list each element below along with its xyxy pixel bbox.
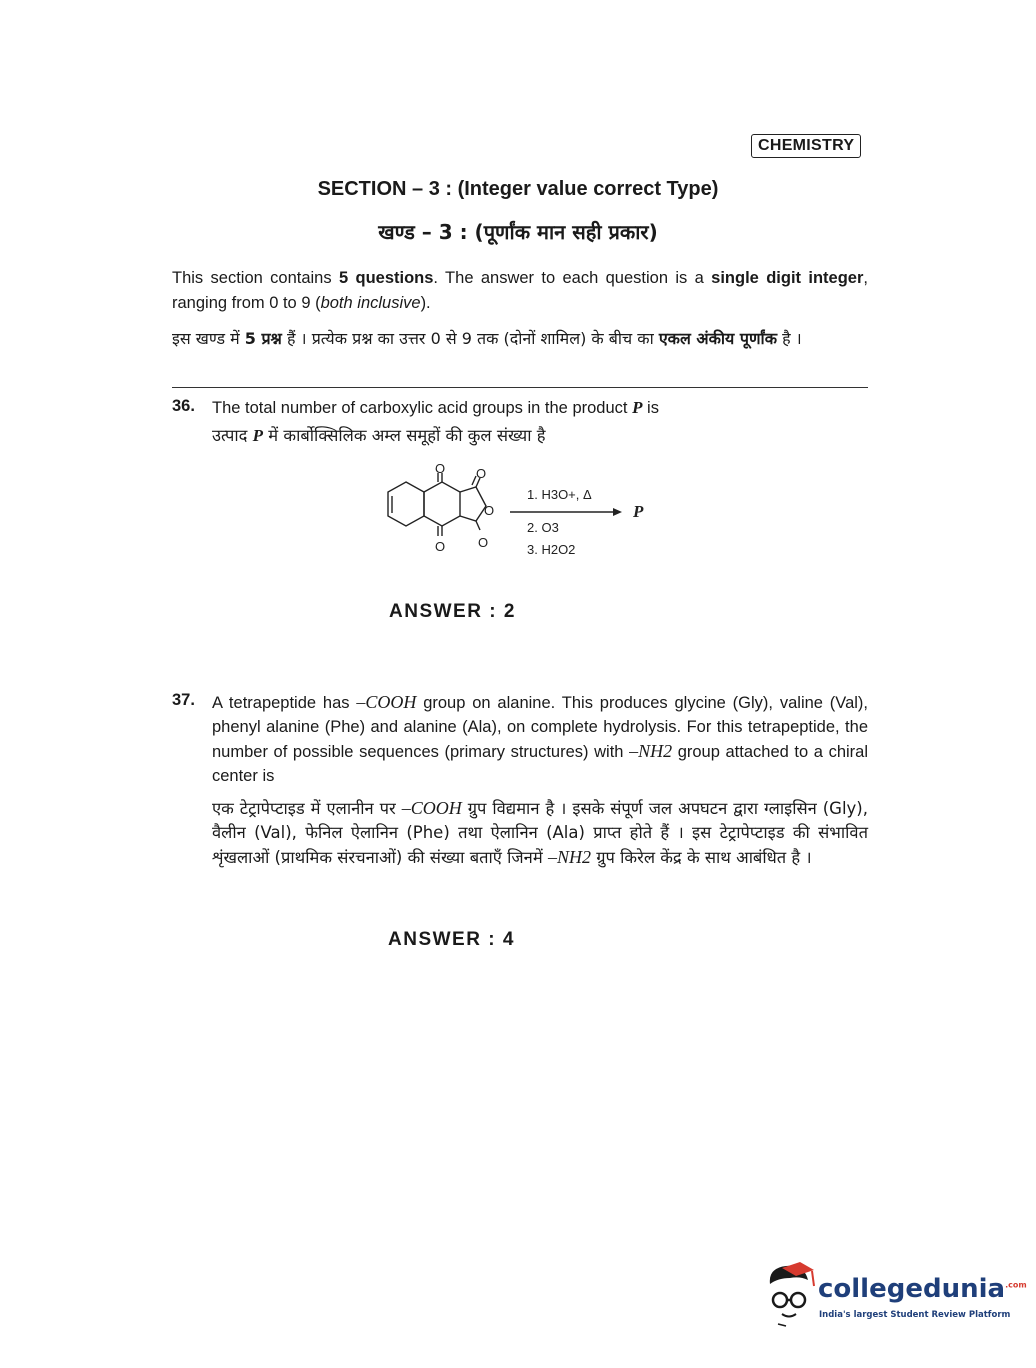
section-title-hindi: खण्ड – 3 : (पूर्णांक मान सही प्रकार) [378,220,658,244]
answer-36: ANSWER : 2 [389,601,516,622]
atom-o-top-right: O [476,466,487,481]
question-37-text-en: A tetrapeptide has –COOH group on alanine. This produces glycine (Gly), valine (Val), phenyl alanine (Phe) and alanine (Ala), on complete hydrolysis. For this tetrapeptide, the number of possible sequences (primary structures) with –NH2 group attached to a chiral center is [212,692,868,785]
instructions-en: This section contains 5 questions. The answer to each question is a single digit integer, ranging from 0 to 9 (both inclusive). [172,269,868,312]
atom-o-bottom-right: O [478,535,489,550]
subject-badge: CHEMISTRY [751,134,861,158]
atom-o-top-left: O [435,461,446,476]
brand-name: collegedunia [818,1274,1006,1304]
reagent-step-3: 3. H2O2 [527,542,576,557]
question-37-number: 37. [172,691,195,709]
mascot-icon [760,1262,818,1328]
arrow-head [613,508,622,516]
answer-37: ANSWER : 4 [388,929,515,950]
collegedunia-logo [760,1262,1027,1332]
atom-o-ring: O [484,503,495,518]
instructions-hi: इस खण्ड में 5 प्रश्न हैं । प्रत्येक प्रश्न का उत्तर 0 से 9 तक (दोनों शामिल) के बीच का एकल अंकीय पूर्णांक है । [172,329,802,348]
question-36-number: 36. [172,397,195,415]
reactant-structure [388,473,486,536]
reagent-step-1: 1. H3O+, Δ [527,487,592,502]
product-p: P [633,502,644,521]
question-36-text-hi: उत्पाद P में कार्बोक्सिलिक अम्ल समूहों की कुल संख्या है [212,426,546,445]
brand-suffix: .com [1005,1280,1027,1290]
section-divider [172,387,868,388]
reaction-scheme [370,460,670,565]
atom-o-bottom-left: O [435,539,446,554]
question-36-text-en: The total number of carboxylic acid groups in the product P is [212,398,659,417]
section-title: SECTION – 3 : (Integer value correct Type) [317,178,719,200]
question-37-text-hi: एक टेट्रापेप्टाइड में एलानीन पर –COOH ग्रुप विद्यमान है । इसके संपूर्ण जल अपघटन द्वारा ग्लाइसिन (Gly), वैलीन (Val), फेनिल ऐलानिन (Phe) तथा ऐलानिन (Ala) प्राप्त होते हैं । इस टेट्रापेप्टाइड की संभावित शृंखलाओं (प्राथमिक संरचनाओं) की संख्या बताएँ जिनमें –NH2 ग्रुप किरेल केंद्र के साथ आबंधित है । [212,798,868,867]
reagent-step-2: 2. O3 [527,520,559,535]
brand-tagline: India's largest Student Review Platform [819,1310,1011,1320]
